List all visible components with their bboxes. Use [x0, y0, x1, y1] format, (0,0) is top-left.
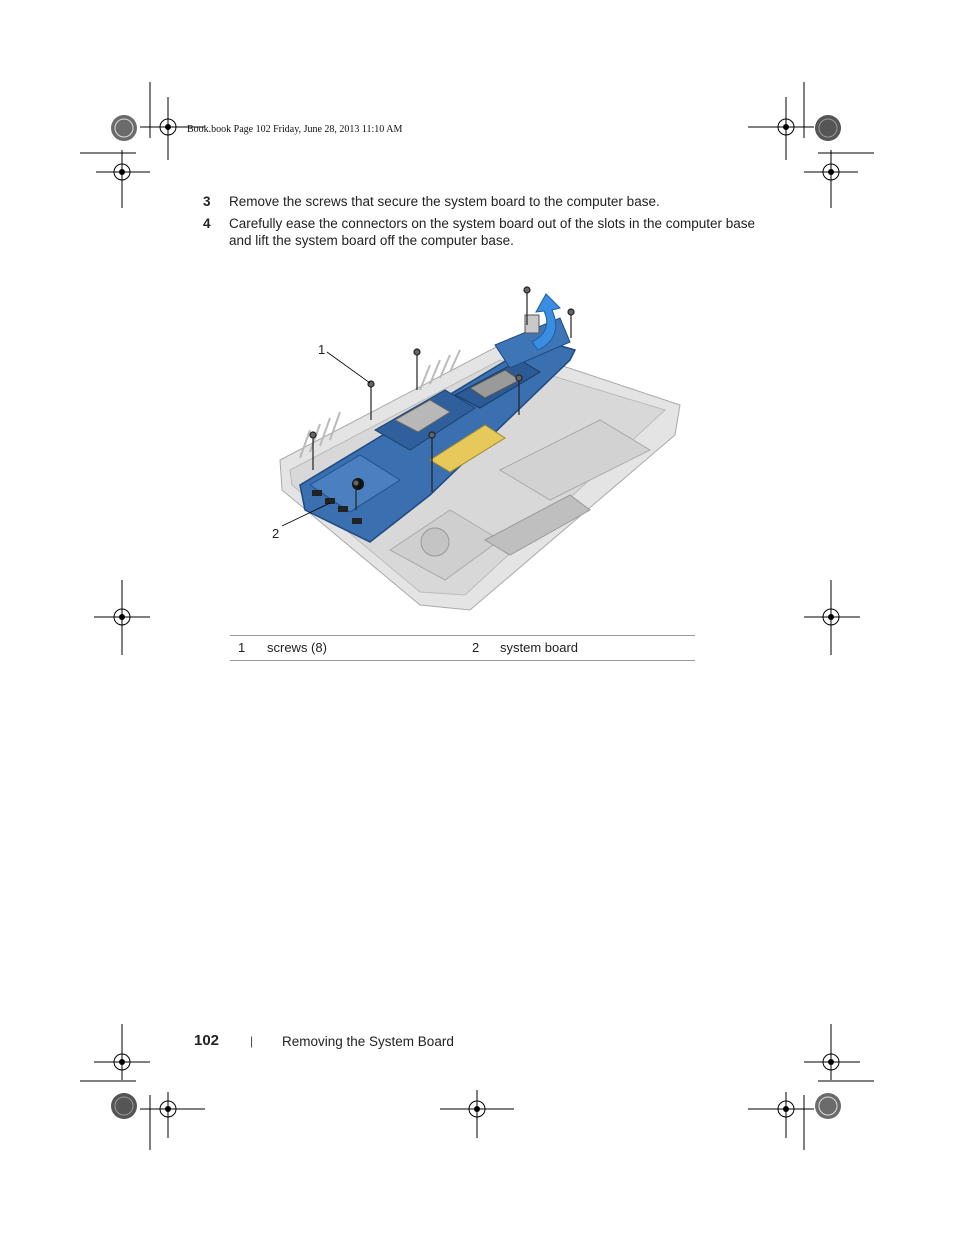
- legend-number: 2: [472, 640, 480, 655]
- callout-1: 1: [318, 342, 326, 357]
- page-number: 102: [194, 1032, 220, 1049]
- system-board-illustration: [270, 280, 690, 615]
- figure-legend: [230, 635, 695, 661]
- footer-section-title: Removing the System Board: [282, 1034, 454, 1049]
- callout-2: 2: [272, 526, 280, 541]
- step-number: 3: [203, 194, 211, 209]
- legend-number: 1: [238, 640, 246, 655]
- step-text: Carefully ease the connectors on the system board out of the slots in the computer base and lift the system board off the computer base.: [229, 216, 756, 248]
- step-text: Remove the screws that secure the system board to the computer base.: [229, 194, 660, 209]
- legend-label: screws (8): [267, 640, 327, 655]
- footer-separator: |: [250, 1034, 254, 1048]
- print-header: Book.book Page 102 Friday, June 28, 2013 11:10 AM: [187, 124, 403, 135]
- legend-label: system board: [500, 640, 579, 655]
- step-number: 4: [203, 216, 211, 231]
